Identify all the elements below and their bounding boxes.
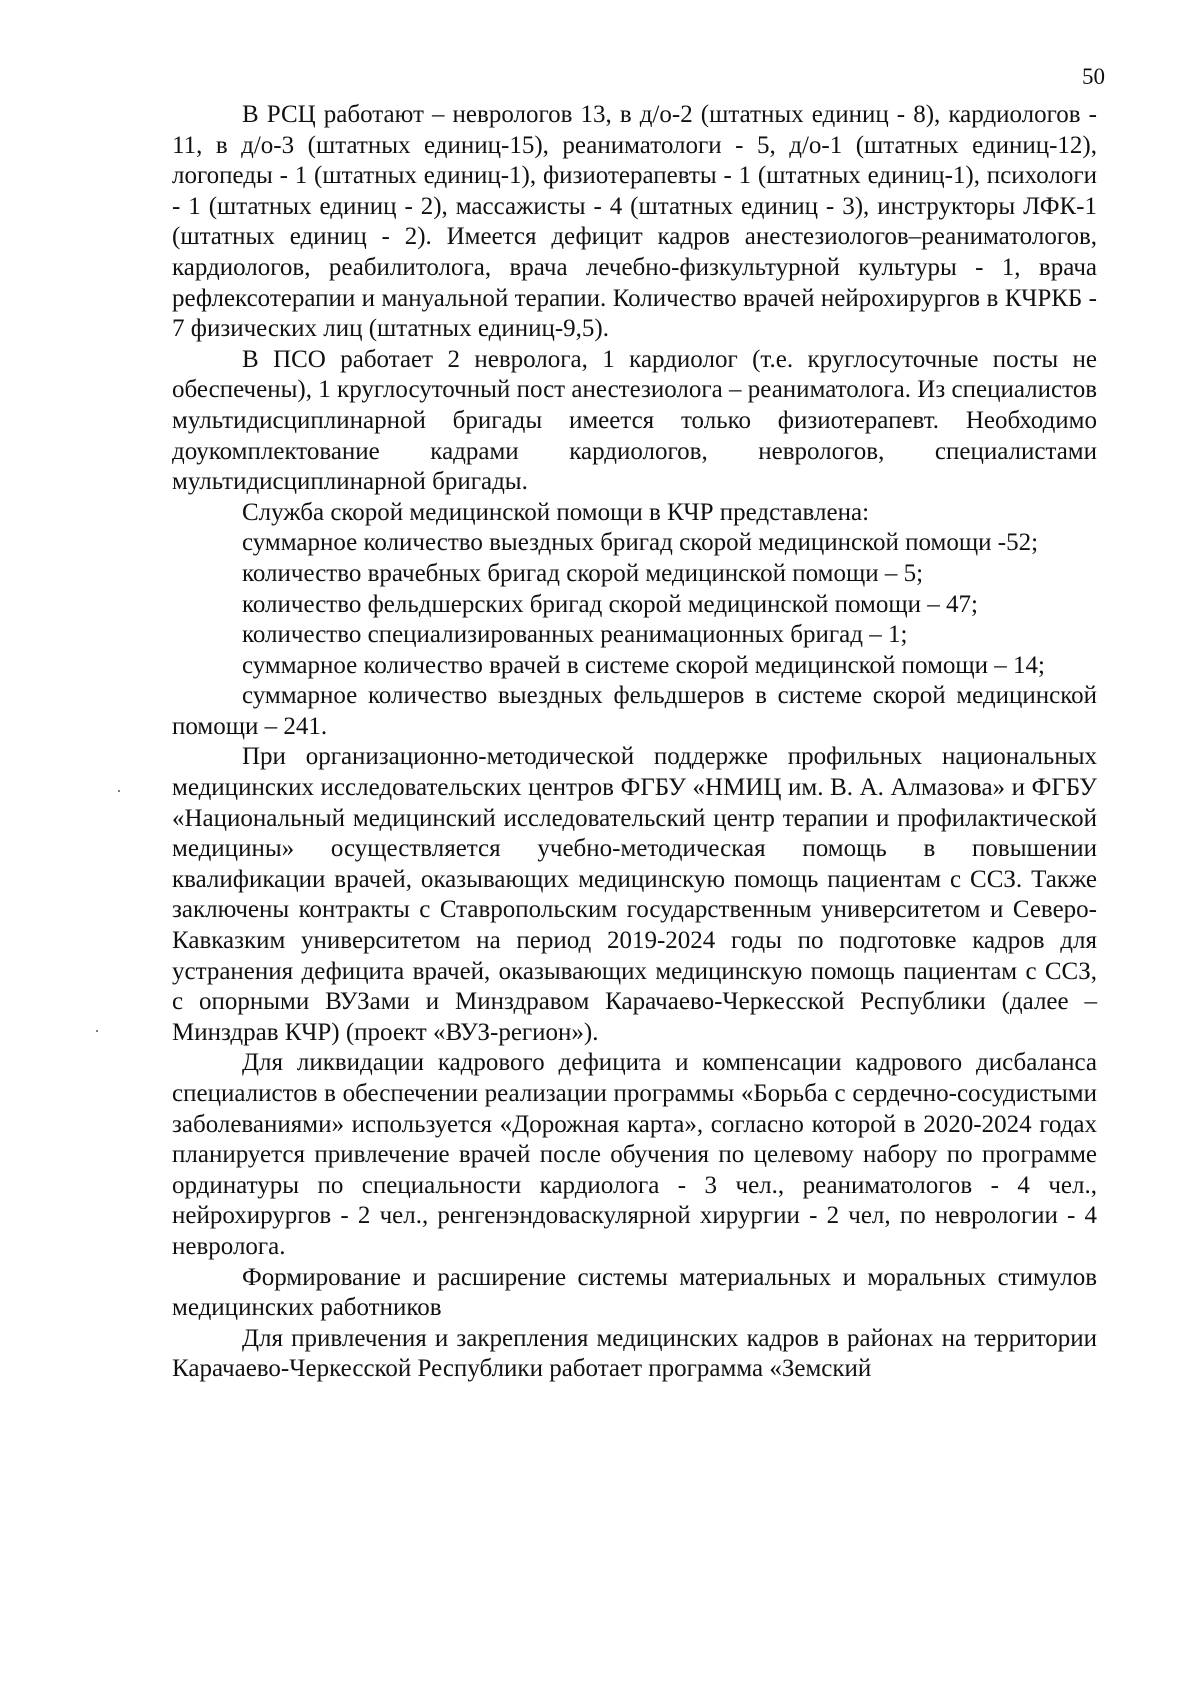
- paragraph-ambulance-intro: Служба скорой медицинской помощи в КЧР представлена:: [242, 498, 870, 526]
- scan-speck: [96, 1030, 98, 1032]
- list-item-resuscitation-brigades: количество специализированных реанимационных бригад – 1;: [242, 621, 908, 649]
- list-item-total-paramedics: суммарное количество выездных фельдшеров в системе скорой медицинской помощи – 241.: [172, 682, 1097, 740]
- scan-speck: [118, 790, 120, 792]
- paragraph-staffing-rsc: В РСЦ работают – неврологов 13, в д/о-2 (штатных единиц - 8), кардиологов - 11, в д/о-3 (штатных единиц-15), реаниматологи - 5, д/о-1 (штатных единиц-12), логопеды - 1 (штатных единиц-1), физиотерапевты - 1 (штатных единиц-1), психологи - 1 (штатных единиц - 2), массажисты - 4 (штатных единиц - 3), инструкторы ЛФК-1 (штатных единиц - 2). Имеется дефицит кадров анестезиологов–реаниматологов, кардиологов, реабилитолога, врача лечебно-физкультурной культуры - 1, врача рефлексотерапии и мануальной терапии. Количество врачей нейрохирургов в КЧРКБ - 7 физических лиц (штатных единиц-9,5).: [172, 101, 1097, 343]
- page-number: 50: [1082, 64, 1105, 89]
- list-item-doctor-brigades: количество врачебных бригад скорой медицинской помощи – 5;: [242, 559, 924, 587]
- list-item-paramedic-brigades: количество фельдшерских бригад скорой медицинской помощи – 47;: [242, 590, 978, 618]
- list-item-total-doctors: суммарное количество врачей в системе скорой медицинской помощи – 14;: [242, 651, 1045, 679]
- paragraph-roadmap: Для ликвидации кадрового дефицита и компенсации кадрового дисбаланса специалистов в обеспечении реализации программы «Борьба с сердечно-сосудистыми заболеваниями» используется «Дорожная карта», согласно которой в 2020-2024 годах планируется привлечение врачей после обучения по целевому набору по программе ординатуры по специальности кардиолога - 3 чел., реаниматологов - 4 чел., нейрохирургов - 2 чел., ренгенэндоваскулярной хирургии - 2 чел, по неврологии - 4 невролога.: [172, 1049, 1097, 1260]
- list-item-total-brigades: суммарное количество выездных бригад скорой медицинской помощи -52;: [242, 529, 1039, 557]
- document-body: [172, 100, 1097, 1385]
- paragraph-zemsky-program: Для привлечения и закрепления медицинских кадров в районах на территории Карачаево-Черкесской Республики работает программа «Земский: [172, 1324, 1097, 1383]
- paragraph-methodical-support: При организационно-методической поддержке профильных национальных медицинских исследовательских центров ФГБУ «НМИЦ им. В. А. Алмазова» и ФГБУ «Национальный медицинский исследовательский центр терапии и профилактической медицины» осуществляется учебно-методическая помощь в повышении квалификации врачей, оказывающих медицинскую помощь пациентам с ССЗ. Также заключены контракты с Ставропольским государственным университетом и Северо-Кавказким университетом на период 2019-2024 годы по подготовке кадров для устранения дефицита врачей, оказывающих медицинскую помощь пациентам с ССЗ, с опорными ВУЗами и Минздравом Карачаево-Черкесской Республики (далее –Минздрав КЧР) (проект «ВУЗ-регион»).: [172, 743, 1097, 1046]
- paragraph-incentives-heading: Формирование и расширение системы материальных и моральных стимулов медицинских работников: [172, 1263, 1097, 1322]
- paragraph-staffing-pso: В ПСО работает 2 невролога, 1 кардиолог (т.е. круглосуточные посты не обеспечены), 1 круглосуточный пост анестезиолога – реаниматолога. Из специалистов мультидисциплинарной бригады имеется только физиотерапевт. Необходимо доукомплектование кадрами кардиологов, неврологов, специалистами мультидисциплинарной бригады.: [172, 345, 1097, 496]
